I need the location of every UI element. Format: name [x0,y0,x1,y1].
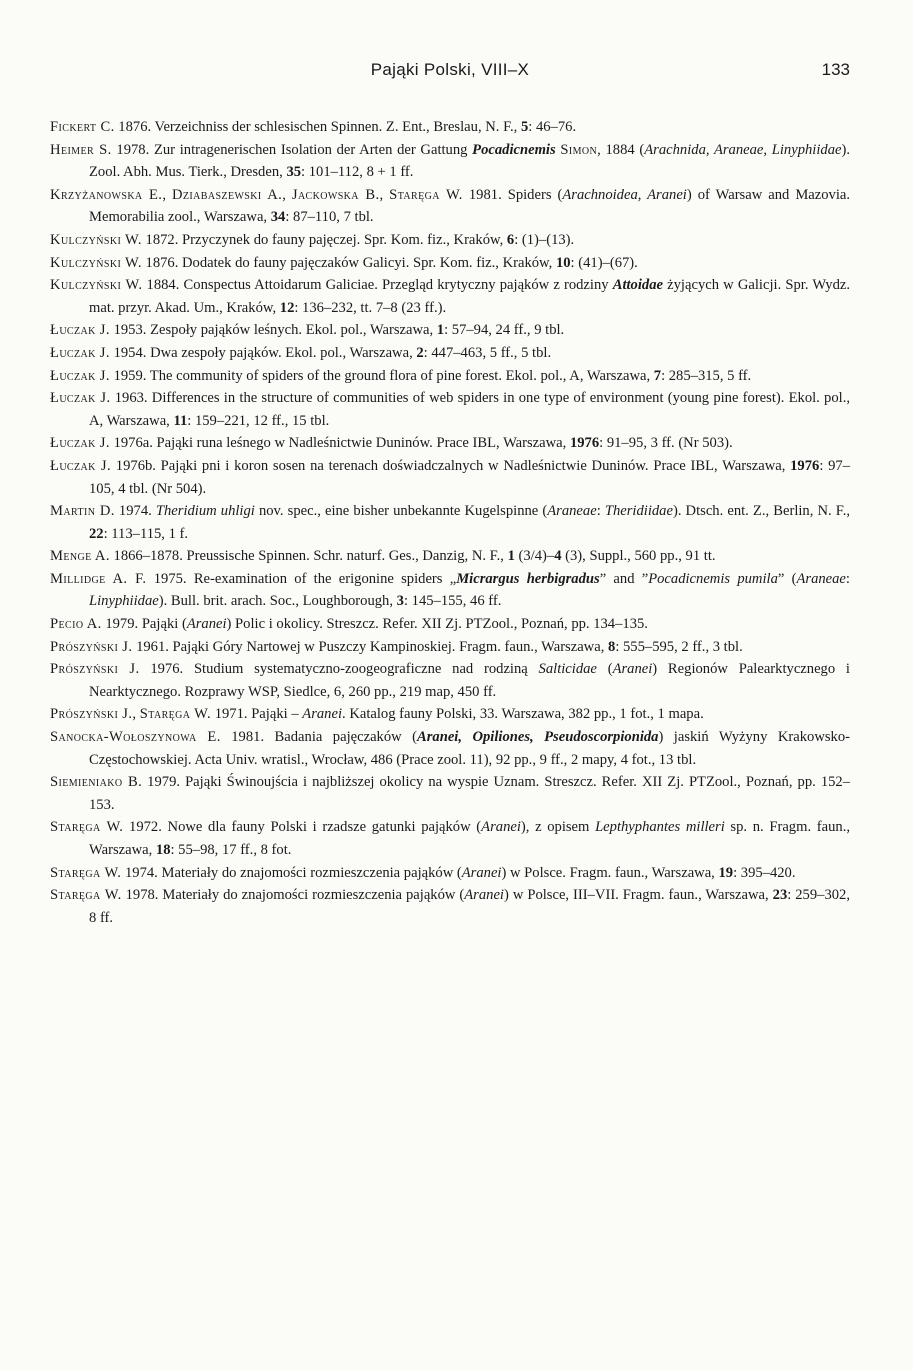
reference-text: ), z opisem [520,819,596,836]
reference-text: : 555–595, 2 ff., 3 tbl. [615,638,743,655]
reference-text: 1971. Pająki – [211,706,303,723]
reference-entry-proszynski-1961 [50,636,850,659]
reference-text: Aranei [612,661,653,678]
reference-text: 3 [396,593,404,610]
reference-author: Łuczak J. [50,390,111,407]
reference-entry-siemieniako [50,771,850,816]
reference-text: : 57–94, 24 ff., 9 tbl. [444,322,565,339]
reference-text: Salticidae [538,661,597,678]
reference-text: : 136–232, tt. 7–8 (23 ff.). [294,299,447,316]
reference-text: 22 [89,525,104,542]
reference-text: , [282,186,292,203]
reference-text: ” ( [777,570,797,587]
reference-entry-sanocka [50,726,850,771]
reference-text: : 91–95, 3 ff. (Nr 503). [599,435,733,452]
reference-author: Prószyński J. [50,638,133,655]
reference-entry-krzyzanowska [50,184,850,229]
reference-text: ) w Polsce, III–VII. Fragm. faun., Warszawa, [504,887,773,904]
reference-text: : [596,503,605,520]
reference-text: , [132,706,140,723]
reference-author: Staręga W. [50,819,124,836]
reference-author: Kulczyński W. [50,231,142,248]
reference-text: , 1884 ( [597,141,645,158]
reference-text: ). Dtsch. ent. Z., Berlin, N. F., [672,503,851,520]
reference-text: sp. n. Fragm. faun., Warszawa, [89,819,850,858]
reference-text: : 259–302, 8 ff. [89,887,850,926]
reference-text: : 46–76. [528,119,577,135]
reference-text: 1975. Re-examination of the erigonine spiders „ [146,570,457,587]
reference-entry-kulczynski-1884 [50,274,850,319]
reference-text: ( [596,661,613,678]
reference-text: : 447–463, 5 ff., 5 tbl. [423,344,552,361]
reference-text: Araneae [796,570,846,587]
reference-text: Aranei [186,616,227,633]
page-number: 133 [821,60,850,79]
reference-text: : 101–112, 8 + 1 ff. [301,164,414,181]
reference-text: 1953. Zespoły pająków leśnych. Ekol. pol., Warszawa, [109,322,437,339]
reference-text: Dziabaszewski A. [171,186,283,203]
reference-text: 1876. Dodatek do fauny pajęczaków Galicyi. Spr. Kom. fiz., Kraków, [141,254,556,271]
reference-entry-luczak-1959 [50,365,850,388]
reference-text: 35 [286,164,302,181]
reference-author: Staręga W. [50,864,122,881]
reference-text: 12 [279,299,295,316]
reference-text: : 159–221, 12 ff., 15 tbl. [187,412,330,429]
reference-text: 18 [155,842,171,858]
reference-entry-millidge [50,568,850,613]
reference-author: Martin D. [50,503,115,520]
reference-text: 1976a. Pająki runa leśnego w Nadleśnictwie Duninów. Prace IBL, Warszawa, [109,435,570,452]
reference-text: Arachnoidea, Aranei [562,186,687,203]
reference-text: 1974. Materiały do znajomości rozmieszczenia pająków ( [121,864,462,881]
reference-text: (3/4)– [514,548,555,565]
reference-text: ). Bull. brit. arach. Soc., Loughborough, [158,593,397,610]
reference-text: 1974. [114,503,156,520]
reference-text: : (41)–(67). [570,254,638,271]
reference-entry-fickert [50,116,850,139]
reference-author: Prószyński J. [50,706,133,723]
reference-text: Arachnida, Araneae, Linyphiidae [644,141,842,158]
reference-author: Sanocka-Wołoszynowa E. [50,729,221,746]
reference-text: 23 [772,887,788,904]
reference-entry-starega-1974 [50,862,850,885]
reference-text: ) Regionów Palearktycznego i Nearktycznego. Rozprawy WSP, Siedlce, 6, 260 pp., 219 map, 450 ff. [89,661,850,700]
page-header [50,60,850,90]
reference-text: 11 [173,412,188,429]
reference-text: 1972. Nowe dla fauny Polski i rzadsze gatunki pająków ( [123,819,482,836]
reference-text: : 55–98, 17 ff., 8 fot. [170,842,292,858]
reference-author: Menge A. [50,548,110,565]
reference-text: Aranei [302,706,343,723]
reference-text: 1976 [569,435,600,452]
reference-entry-starega-1978 [50,884,850,929]
reference-text: 1976b. Pająki pni i koron sosen na terenach doświadczalnych w Nadleśnictwie Duninów. Prace IBL, Warszawa, [111,457,791,474]
reference-text: 8 [608,638,616,655]
reference-text: : 97–105, 4 tbl. (Nr 504). [89,457,851,497]
reference-text: 1976. Studium systematyczno-zoogeograficzne nad rodziną [139,661,539,678]
reference-author: Kulczyński W. [50,277,143,294]
reference-text: . Katalog fauny Polski, 33. Warszawa, 382 pp., 1 fot., 1 mapa. [342,706,704,723]
reference-text: Simon [560,141,598,158]
reference-entry-proszynski-1976 [50,658,850,703]
reference-author: Prószyński J. [50,661,140,678]
reference-entry-kulczynski-1876 [50,252,850,275]
reference-text: Aranei, Opiliones, Pseudoscorpionida [417,729,659,746]
reference-author: Łuczak J. [50,322,110,339]
reference-entry-menge [50,545,850,568]
reference-text: 4 [554,548,562,565]
reference-text: ). Zool. Abh. Mus. Tierk., Dresden, [89,141,850,181]
reference-text: 1872. Przyczynek do fauny pajęczej. Spr. Kom. fiz., Kraków, [141,231,507,248]
reference-text: : 87–110, 7 tbl. [285,209,374,226]
reference-text: : 145–155, 46 ff. [403,593,502,610]
reference-text: 1959. The community of spiders of the ground flora of pine forest. Ekol. pol., A, Warszawa, [109,367,654,384]
reference-text: Aranei [464,887,504,904]
reference-text: Attoidae [612,277,663,294]
reference-text: Araneae [547,503,597,520]
reference-text: 1963. Differences in the structure of communities of web spiders in one type of environment (young pine forest). Ekol. pol., A, Warszawa, [89,390,851,429]
reference-text: ) jaskiń Wyżyny Krakowsko-Częstochowskiej. Acta Univ. wratisl., Wrocław, 486 (Prace zool. 11), 92 pp., 9 ff., 2 mapy, 4 fot., 13 tbl. [89,729,850,768]
reference-text: 1954. Dwa zespoły pająków. Ekol. pol., Warszawa, [109,344,417,361]
reference-text: , [379,186,390,203]
reference-text: : [845,570,850,587]
reference-text: 1978. Materiały do znajomości rozmieszczenia pająków ( [121,887,465,904]
reference-entry-luczak-1963 [50,387,850,432]
reference-text: Staręga W. [389,186,463,203]
reference-text: 1 [436,322,445,339]
reference-text: Lepthyphantes milleri [595,819,725,836]
reference-text: 1976 [790,457,820,474]
reference-text: 6 [506,231,515,248]
reference-text: Aranei [461,864,502,881]
reference-text: : 395–420. [733,864,796,881]
reference-text: Staręga W. [139,706,212,723]
reference-text: 1979. Pająki ( [101,616,187,633]
reference-text: : 113–115, 1 f. [103,525,189,542]
reference-author: Heimer S. [50,141,112,158]
reference-entry-kulczynski-1872 [50,229,850,252]
reference-author: Pecio A. [50,616,102,633]
running-title: Pająki Polski, VIII–X [370,60,530,79]
reference-text: , [162,186,172,203]
reference-text: 5 [520,119,529,135]
reference-text: 1981. Badania pajęczaków ( [220,729,417,746]
reference-author: Millidge A. F. [50,570,147,587]
reference-text: nov. spec., eine bisher unbekannte Kugelspinne ( [254,503,548,520]
reference-text: 1 [507,548,515,565]
reference-text: Aranei [481,819,521,836]
reference-text: ) w Polsce. Fragm. faun., Warszawa, [501,864,719,881]
reference-text: Theridium uhligi [155,503,255,520]
reference-author: Łuczak J. [50,457,112,474]
reference-author: Krzyżanowska E. [50,186,163,203]
reference-author: Kulczyński W. [50,254,142,271]
reference-author: Staręga W. [50,887,122,904]
reference-text: : 285–315, 5 ff. [661,367,752,384]
reference-text: (3), Suppl., 560 pp., 91 tt. [561,548,716,565]
reference-text: Linyphiidae [89,593,159,610]
reference-entry-proszynski-starega [50,703,850,726]
reference-entry-luczak-1976b [50,455,850,500]
reference-text: 1884. Conspectus Attoidarum Galiciae. Przegląd krytyczny pająków z rodziny [142,277,613,294]
reference-text: Jackowska B. [291,186,380,203]
reference-author: Łuczak J. [50,367,110,384]
reference-text: : (1)–(13). [514,231,575,248]
reference-text: 1876. Verzeichniss der schlesischen Spinnen. Z. Ent., Breslau, N. F., [114,119,521,135]
reference-text: 1979. Pająki Świnoujścia i najbliższej okolicy na wyspie Uznam. Streszcz. Refer. XII Zj. PTZool., Poznań, pp. 152–153. [89,774,851,813]
reference-author: Łuczak J. [50,344,110,361]
reference-text: 2 [416,344,424,361]
reference-entry-luczak-1976a [50,432,850,455]
reference-text: Pocadicnemis pumila [648,570,778,587]
reference-entry-pecio [50,613,850,636]
reference-entry-starega-1972 [50,816,850,861]
reference-text: Theridiidae [604,503,673,520]
reference-entry-heimer [50,139,850,184]
reference-text: ) of Warsaw and Mazovia. Memorabilia zool., Warszawa, [89,186,851,226]
reference-author: Siemieniako B. [50,774,143,791]
reference-text: żyjących w Galicji. Spr. Wydz. mat. przyr. Akad. Um., Kraków, [89,277,851,316]
reference-text: 7 [653,367,662,384]
reference-text: 34 [270,209,286,226]
reference-list [50,116,850,929]
reference-text: 1978. Zur intragenerischen Isolation der Arten der Gattung [111,141,473,158]
reference-author: Fickert C. [50,119,115,135]
reference-entry-luczak-1953 [50,319,850,342]
reference-text: Pocadicnemis [472,141,556,158]
reference-text: Micrargus herbigradus [456,570,600,587]
reference-text: 1866–1878. Preussische Spinnen. Schr. naturf. Ges., Danzig, N. F., [109,548,508,565]
reference-text: ” and ” [599,570,649,587]
reference-text: ) Polic i okolicy. Streszcz. Refer. XII Zj. PTZool., Poznań, pp. 134–135. [226,616,648,633]
reference-text: 10 [555,254,571,271]
reference-text: 1981. Spiders ( [462,186,563,203]
reference-author: Łuczak J. [50,435,110,452]
reference-text: 1961. Pająki Góry Nartowej w Puszczy Kampinoskiej. Fragm. faun., Warszawa, [132,638,609,655]
reference-text: 19 [718,864,734,881]
reference-entry-martin [50,500,850,545]
reference-entry-luczak-1954 [50,342,850,365]
